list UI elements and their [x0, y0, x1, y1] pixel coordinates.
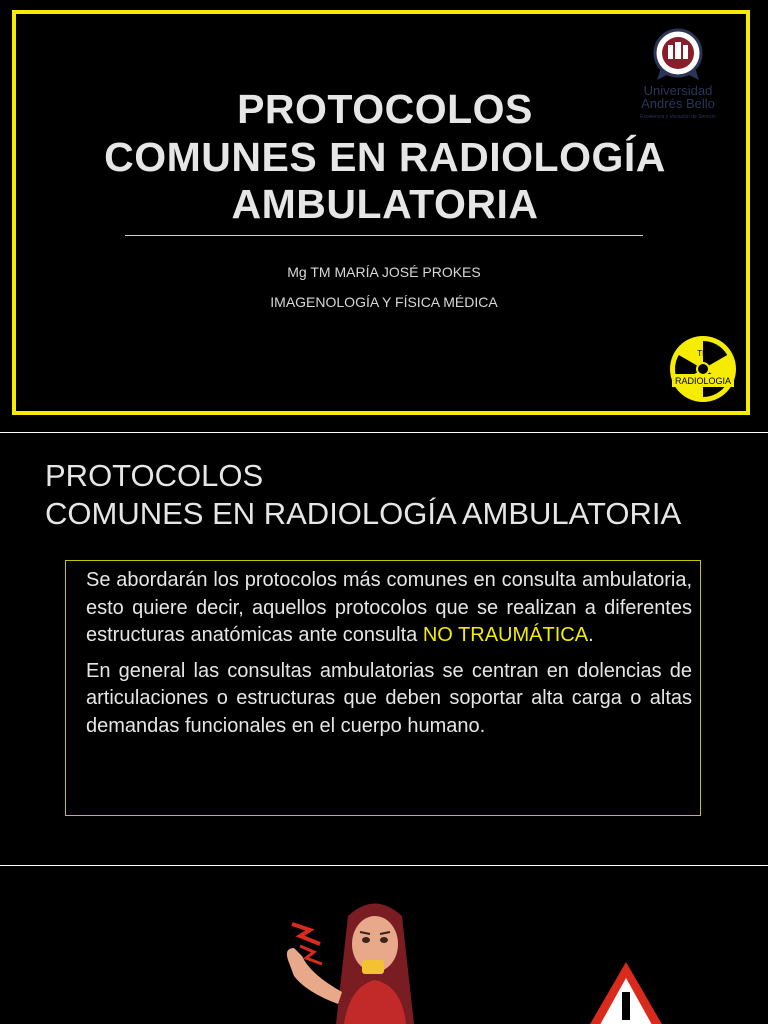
university-shield-icon	[653, 28, 703, 84]
warning-triangle-icon	[580, 958, 672, 1024]
badge-top-text: TM	[697, 349, 709, 358]
paragraph-1: Se abordarán los protocolos más comunes en consulta ambulatoria, esto quiere decir, aquellos protocolos que se realizan a diferentes estructuras anatómicas ante consulta NO TRAUMÁTICA.	[86, 569, 692, 646]
content-slide	[0, 433, 768, 865]
department-name: IMAGENOLOGÍA Y FÍSICA MÉDICA	[270, 294, 498, 310]
title-line-1: PROTOCOLOS	[237, 86, 533, 132]
illustration-slide	[0, 866, 768, 1024]
title-slide	[0, 0, 768, 432]
slide-title	[60, 86, 710, 229]
university-name: Universidad Andrés Bello	[641, 83, 715, 111]
content-box	[65, 560, 701, 816]
tm-radiologia-badge	[668, 334, 738, 404]
title-line-2: COMUNES EN RADIOLOGÍA	[104, 133, 666, 180]
heading-line-2: COMUNES EN RADIOLOGÍA AMBULATORIA	[45, 496, 682, 531]
author-name: Mg TM MARÍA JOSÉ PROKES	[287, 264, 481, 280]
heading-line-1: PROTOCOLOS	[45, 458, 264, 493]
slide-heading	[45, 457, 681, 533]
radiation-icon	[668, 334, 738, 404]
title-line-3: AMBULATORIA	[231, 181, 539, 228]
highlight-no-traumatica: NO TRAUMÁTICA	[422, 624, 589, 646]
title-divider	[125, 235, 643, 236]
university-tagline: Excelencia y Vocación de Servicio	[640, 114, 716, 120]
university-logo	[626, 28, 730, 124]
woman-whistle-stop-icon	[280, 896, 440, 1024]
badge-bottom-text: RADIOLOGIA	[674, 376, 732, 386]
paragraph-2: En general las consultas ambulatorias se centran en dolencias de articulaciones o estructuras que deben soportar alta carga o altas demandas funcionales en el cuerpo humano.	[86, 659, 692, 737]
